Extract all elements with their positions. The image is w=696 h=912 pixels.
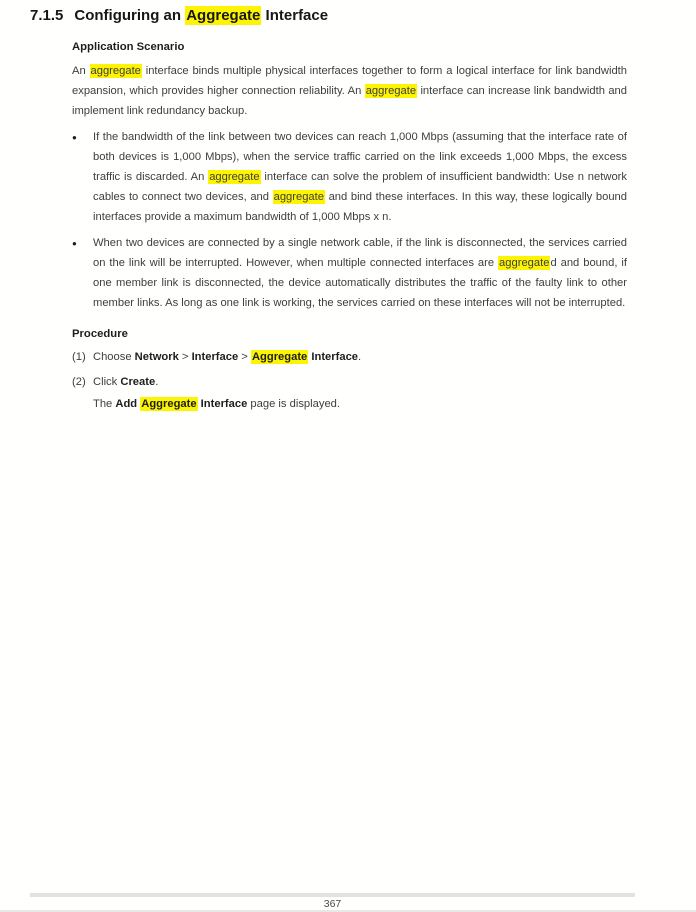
bullet-item [72, 128, 627, 227]
section-title: Configuring an Aggregate Interface [74, 7, 329, 24]
intro-paragraph: An aggregate interface binds multiple physical interfaces together to form a logical interface for link bandwidth expansion, which provides higher connection reliability. An aggregate interface can increase link bandwidth and implement link redundancy backup. [72, 65, 628, 117]
section-number: 7.1.5 [30, 7, 64, 24]
bullet-text: If the bandwidth of the link between two devices can reach 1,000 Mbps (assuming that the interface rate of both devices is 1,000 Mbps), when the service traffic carried on the link exceeds 1,000 Mbps, the excess traffic is discarded. An aggregate interface can solve the problem of insufficient bandwidth: Use n network cables to connect two devices, and aggregate and bind these interfaces. In this way, these logically bound interfaces provide a maximum bandwidth of 1,000 Mbps x n. [93, 131, 627, 223]
procedure-step [72, 373, 627, 393]
procedure-step [72, 348, 627, 368]
step-result-text: The Add Aggregate Interface page is displayed. [93, 398, 340, 411]
subheading-application-scenario: Application Scenario [72, 41, 185, 53]
bullet-icon: ● [72, 133, 77, 143]
step-number: (2) [72, 376, 86, 389]
step-text: Click Create. [93, 376, 159, 389]
content-column [0, 40, 696, 415]
subheading-procedure: Procedure [72, 327, 128, 340]
bullet-item [72, 234, 627, 313]
footer-divider-bar [30, 893, 635, 897]
bullet-text: When two devices are connected by a single network cable, if the link is disconnected, the services carried on the link will be interrupted. However, when multiple connected interfaces are aggregated and bound, if one member link is disconnected, the device automatically distributes the traffic of the faulty link to other member links. As long as one link is working, the services carried on these interfaces will not be interrupted. [93, 237, 627, 309]
section-heading [0, 0, 696, 25]
page-number: 367 [323, 898, 342, 910]
bullet-icon: ● [72, 239, 77, 249]
step-text: Choose Network > Interface > Aggregate Interface. [93, 350, 362, 363]
step-number: (1) [72, 350, 86, 363]
